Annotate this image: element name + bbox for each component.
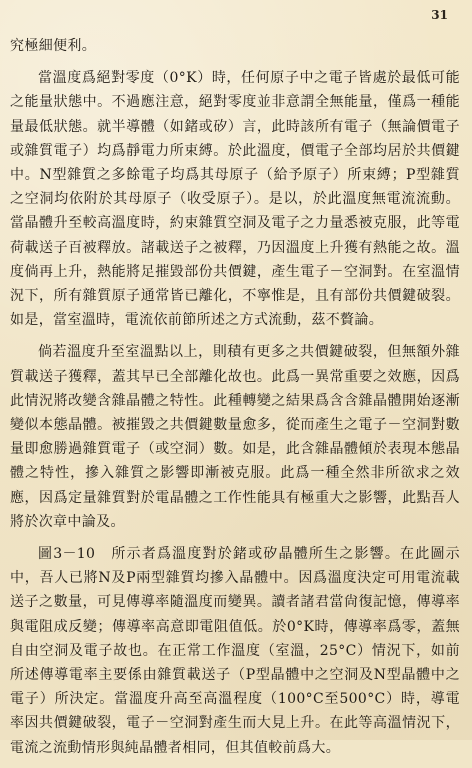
paragraph-figure-3-10: 圖3－10 所示者爲溫度對於鍺或矽晶體所生之影響。在此圖示中，吾人已將N及P兩型雜質均摻入晶體中。因爲溫度決定可用電流載送子之數量，可見傳導率隨溫度而變異。讀者諸君當尙復記憶，傳導率與電阻成反變；傳導率高意即電阻值低。於0°K時，傳導率爲零，蓋無自由空洞及電子故也。在正常工作溫度（室溫，25°C）情況下，如前所述傳導電率主要係由雜質載送子（P型晶體中之空洞及N型晶體中之電子）所決定。當溫度升高至高溫程度（100°C至500°C）時，導電率因共價鍵破裂，電子－空洞對產生而大見上升。在此等高溫情況下，電流之流動情形與純晶體者相同，但其值較前爲大。 xyxy=(10,546,460,756)
page-number: 31 xyxy=(431,8,448,22)
page-content xyxy=(10,34,460,768)
paragraph-room-temperature-effect: 倘若溫度升至室溫點以上，則積有更多之共價鍵破裂，但無額外雜質載送子獲釋，蓋其早已全部離化故也。此爲一異常重要之效應，因爲此情況將改變含雜晶體之特性。此種轉變之結果爲含含雜晶體開始逐漸變似本態晶體。被摧毀之共價鍵數量愈多，從而產生之電子－空洞對數量即愈勝過雜質電子（或空洞）數。如是，此含雜晶體傾於表現本態晶體之特性，摻入雜質之影響即漸被克服。此爲一種全然非所欲求之效應，因爲定量雜質對於電晶體之工作性能具有極重大之影響，此點吾人將於次章中論及。 xyxy=(10,344,460,530)
paragraph-continuation: 究極細便利。 xyxy=(10,38,97,54)
paragraph-absolute-zero: 當溫度爲絕對零度（0°K）時，任何原子中之電子皆處於最低可能之能量狀態中。不過應注意，絕對零度並非意謂全無能量，僅爲一種能量最低狀態。就半導體（如鍺或矽）言，此時該所有電子（無論價電子或雜質電子）均爲靜電力所束縛。於此溫度，價電子全部均居於共價鍵中。N型雜質之多餘電子均爲其母原子（給予原子）所束縛；P型雜質之空洞均依附於其母原子（收受原子）。是以，於此溫度無電流流動。當晶體升至較高溫度時，約束雜質空洞及電子之力量悉被克服，此等電荷載送子百被釋放。諸載送子之被釋，乃因溫度上升獲有熱能之故。溫度倘再上升，熱能將足摧毀部份共價鍵，產生電子－空洞對。在室溫情況下，所有雜質原子通常皆已離化，不寧惟是，且有部份共價鍵破裂。如是，當室溫時，電流依前節所述之方式流動，茲不贅論。 xyxy=(10,70,460,329)
